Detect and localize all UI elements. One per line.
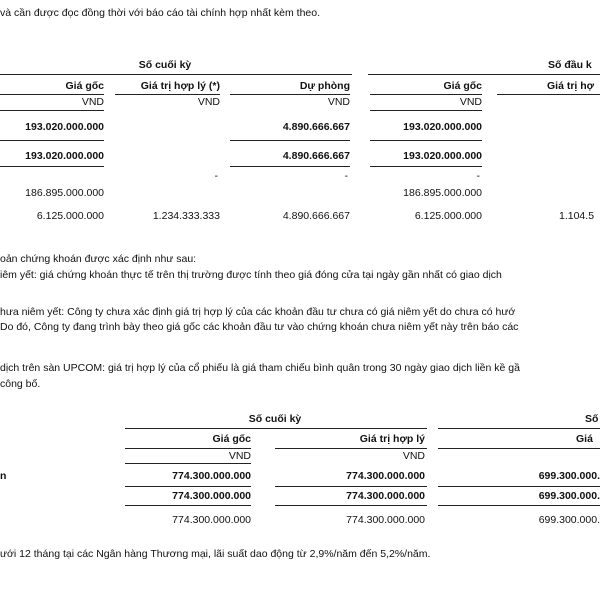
intro-text: và cần được đọc đồng thời với báo cáo tài chính hợp nhất kèm theo. — [0, 7, 321, 19]
t1-rule — [230, 166, 350, 167]
note-line-4: Do đó, Công ty đang trình bày theo giá gốc các khoản đầu tư vào chứng khoán chưa niêm yết này trên báo các — [0, 321, 519, 333]
t2-col-cost: Giá gốc — [212, 433, 251, 445]
t1-r2-cost2: 193.020.000.000 — [403, 150, 482, 162]
t1-r5-cost: 6.125.000.000 — [36, 210, 104, 222]
t1-unit: VND — [459, 96, 482, 108]
t2-rule — [125, 505, 251, 506]
t2-group-begin-rule — [438, 428, 600, 429]
t1-r5-prov: 4.890.666.667 — [282, 210, 350, 222]
t1-rule — [0, 166, 104, 167]
t1-unit: VND — [81, 96, 104, 108]
t1-r1-cost2: 193.020.000.000 — [403, 121, 482, 133]
t1-rule — [115, 94, 220, 95]
t2-r2-cost2: 699.300.000. — [538, 490, 600, 502]
t1-r2-prov: 4.890.666.667 — [282, 150, 350, 162]
t1-group-end: Số cuối kỳ — [138, 59, 192, 71]
t2-rule — [125, 448, 251, 449]
t2-rule — [125, 463, 251, 464]
t2-row-label: n — [0, 470, 7, 482]
t2-rule — [275, 505, 427, 506]
t1-col-fair2: Giá trị hợ — [547, 80, 595, 92]
t1-r5-cost2: 6.125.000.000 — [414, 210, 482, 222]
t1-col-cost2: Giá gốc — [443, 80, 482, 92]
t1-r1-cost: 193.020.000.000 — [25, 121, 104, 133]
t1-r3-fair: - — [214, 170, 218, 182]
t2-unit: VND — [402, 450, 425, 462]
t1-r5-fair: 1.234.333.333 — [152, 210, 220, 222]
note-line-6: công bố. — [0, 378, 41, 390]
t1-rule — [370, 110, 482, 111]
t1-rule — [0, 110, 104, 111]
t1-col-prov: Dự phòng — [299, 80, 350, 92]
t1-rule — [370, 140, 482, 141]
t1-rule — [370, 94, 482, 95]
t1-unit: VND — [197, 96, 220, 108]
t2-r1-cost2: 699.300.000. — [538, 470, 600, 482]
t2-group-begin: Số — [585, 413, 599, 425]
t2-rule — [438, 486, 600, 487]
t2-group-end-rule — [125, 428, 427, 429]
footer-text: ưới 12 tháng tại các Ngân hàng Thương mại, lãi suất dao động từ 2,9%/năm đến 5,2%/năm. — [0, 548, 431, 560]
t1-group-end-rule — [0, 74, 352, 75]
t1-r3-cost2: - — [476, 170, 480, 182]
t1-rule — [0, 94, 104, 95]
t2-rule — [275, 448, 427, 449]
t2-r2-fair: 774.300.000.000 — [346, 490, 425, 502]
t1-r4-cost2: 186.895.000.000 — [403, 187, 482, 199]
t2-rule — [438, 448, 600, 449]
t2-rule — [275, 486, 427, 487]
t2-unit: VND — [228, 450, 251, 462]
note-line-1: oản chứng khoán được xác định như sau: — [0, 253, 197, 265]
t1-rule — [497, 94, 600, 95]
note-line-5: dịch trên sàn UPCOM: giá trị hợp lý của cổ phiếu là giá tham chiếu bình quân trong 30 ngày giao dịch liền kề gầ — [0, 362, 520, 374]
t2-col-fair: Giá trị hợp lý — [359, 433, 425, 445]
t2-r3-cost: 774.300.000.000 — [172, 514, 251, 526]
t2-r1-cost: 774.300.000.000 — [172, 470, 251, 482]
t1-rule — [230, 140, 350, 141]
t2-r1-fair: 774.300.000.000 — [346, 470, 425, 482]
t1-r4-cost: 186.895.000.000 — [25, 187, 104, 199]
note-line-2: iêm yết: giá chứng khoán thực tế trên thị trường được tính theo giá đóng cửa tại ngày gần nhất có giao dịch — [0, 269, 502, 281]
t2-r3-fair: 774.300.000.000 — [346, 514, 425, 526]
t1-col-cost: Giá gốc — [65, 80, 104, 92]
t1-rule — [0, 140, 104, 141]
t2-group-end: Số cuối kỳ — [248, 413, 302, 425]
t1-r5-fair2: 1.104.5 — [559, 210, 595, 222]
t1-r2-cost: 193.020.000.000 — [25, 150, 104, 162]
t2-col-cost2: Giá — [576, 433, 593, 445]
t1-r3-prov: - — [344, 170, 348, 182]
t1-unit: VND — [327, 96, 350, 108]
t1-group-begin-rule — [368, 74, 600, 75]
t2-r2-cost: 774.300.000.000 — [172, 490, 251, 502]
t2-rule — [438, 505, 600, 506]
note-line-3: hưa niêm yết: Công ty chưa xác định giá trị hợp lý của các khoản đầu tư chưa có giá niêm yết do chưa có hướ — [0, 306, 516, 318]
t1-col-fair: Giá trị hợp lý (*) — [140, 80, 220, 92]
t1-r1-prov: 4.890.666.667 — [282, 121, 350, 133]
t1-rule — [230, 94, 350, 95]
t2-r3-cost2: 699.300.000. — [538, 514, 600, 526]
t2-rule — [125, 486, 251, 487]
t1-rule — [370, 166, 482, 167]
t1-group-begin: Số đầu k — [548, 59, 592, 71]
